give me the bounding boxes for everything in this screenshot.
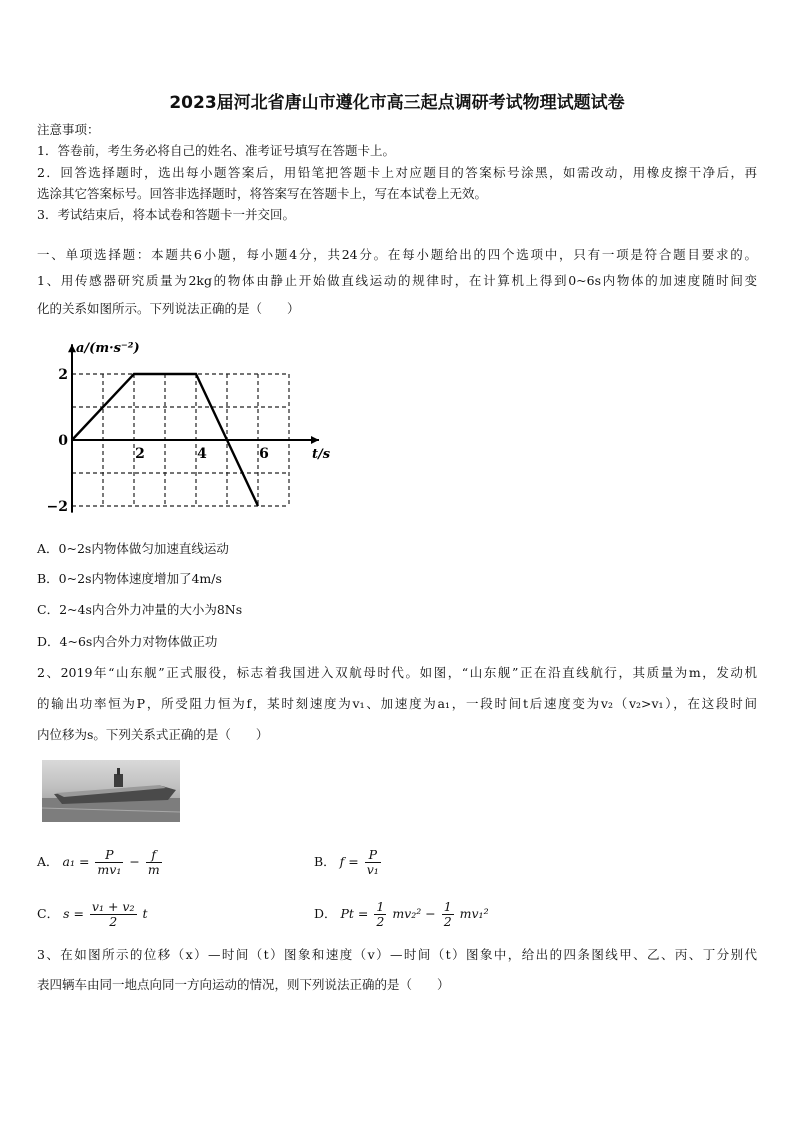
page-title: 2023届河北省唐山市遵化市高三起点调研考试物理试题试卷 xyxy=(169,93,625,113)
y-axis-label: a/(m·s⁻²) xyxy=(76,341,140,356)
x-tick-label: 4 xyxy=(197,446,207,462)
q2-option-a[interactable]: A． a₁ = $\frac{P}{\text{mv₁}}$ − $\frac{f}{m}$ xyxy=(37,847,160,877)
q2-option-d[interactable]: D． Pt = $\frac{1}{2}$ mv₂² − $\frac{1}{2}$ mv₁² xyxy=(314,899,489,929)
aircraft-carrier-photo xyxy=(42,760,180,822)
y-tick-label: 0 xyxy=(58,433,68,449)
y-tick-label: 2 xyxy=(58,367,68,383)
carrier-icon xyxy=(42,760,180,822)
chart-axes xyxy=(68,344,319,512)
x-axis-arrow xyxy=(311,436,319,444)
y-axis-arrow xyxy=(68,344,76,352)
notice-heading: 注意事项： xyxy=(37,122,100,137)
q2-stem-line-3: 内位移为s。下列关系式正确的是（ ） xyxy=(37,727,269,742)
notice-item-2: 2．回答选择题时，选出每小题答案后，用铅笔把答题卡上对应题目的答案标号涂黑，如需改动，用橡皮擦干净后，再 xyxy=(37,165,757,180)
q1-option-a[interactable]: A．0~2s内物体做匀加速直线运动 xyxy=(37,541,229,556)
x-axis-label: t/s xyxy=(312,447,331,462)
x-tick-label: 6 xyxy=(259,446,269,462)
q1-option-d[interactable]: D．4~6s内合外力对物体做正功 xyxy=(37,634,218,649)
notice-item-1: 1．答卷前，考生务必将自己的姓名、准考证号填写在答题卡上。 xyxy=(37,143,395,158)
q3-stem-line-1: 3、在如图所示的位移（x）—时间（t）图象和速度（v）—时间（t）图象中，给出的四条图线甲、乙、丙、丁分别代 xyxy=(37,947,757,962)
y-tick-label: −2 xyxy=(46,499,68,515)
acceleration-time-chart xyxy=(40,332,340,527)
q1-stem-line-2: 化的关系如图所示。下列说法正确的是（ ） xyxy=(37,301,300,316)
q2-stem-line-1: 2、2019年“山东舰”正式服役，标志着我国进入双航母时代。如图，“山东舰”正在沿直线航行，其质量为m，发动机 xyxy=(37,665,757,680)
notice-item-2-cont: 选涂其它答案标号。回答非选择题时，将答案写在答题卡上，写在本试卷上无效。 xyxy=(37,186,488,201)
q1-stem-line-1: 1、用传感器研究质量为2kg的物体由静止开始做直线运动的规律时，在计算机上得到0~6s内物体的加速度随时间变 xyxy=(37,273,757,288)
q1-option-b[interactable]: B．0~2s内物体速度增加了4m/s xyxy=(37,571,222,586)
q3-stem-line-2: 表四辆车由同一地点向同一方向运动的情况，则下列说法正确的是（ ） xyxy=(37,977,450,992)
q2-stem-line-2: 的输出功率恒为P，所受阻力恒为f，某时刻速度为v₁、加速度为a₁，一段时间t后速度变为v₂（v₂>v₁），在这段时间 xyxy=(37,696,757,711)
x-tick-label: 2 xyxy=(135,446,145,462)
q2-option-b[interactable]: B． f = $\frac{P}{\text{v₁}}$ xyxy=(314,847,379,877)
q2-option-c[interactable]: C． s = $\frac{\text{v₁ + v₂}}{2}$ t xyxy=(37,899,148,929)
q1-option-c[interactable]: C．2~4s内合外力冲量的大小为8Ns xyxy=(37,602,243,617)
section-heading: 一、单项选择题：本题共6小题，每小题4分，共24分。在每小题给出的四个选项中，只有一项是符合题目要求的。 xyxy=(37,247,757,262)
notice-item-3: 3．考试结束后，将本试卷和答题卡一并交回。 xyxy=(37,207,295,222)
